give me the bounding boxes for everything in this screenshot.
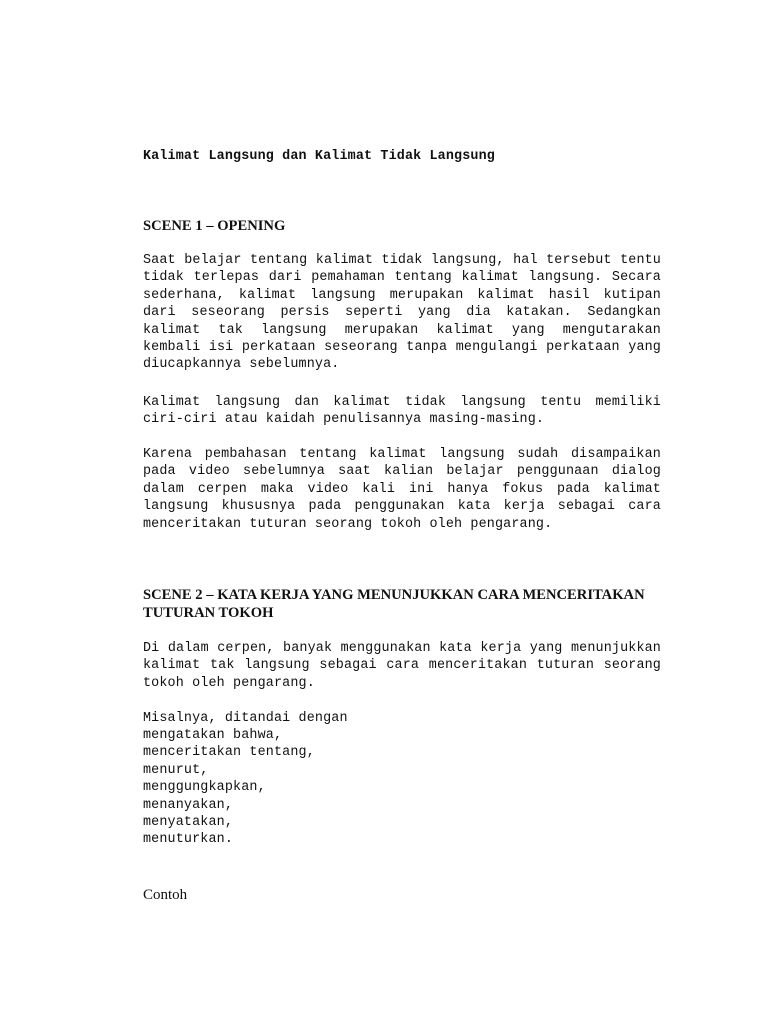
scene1-paragraph-1: Saat belajar tentang kalimat tidak langsung, hal tersebut tentu tidak terlepas dari pemahaman tentang kalimat langsung. Secara sederhana, kalimat langsung merupakan kalimat hasil kutipan dari seseorang persis seperti yang dia katakan. Sedangkan kalimat tak langsung merupakan kalimat yang mengutarakan kembali isi perkataan seseorang tanpa mengulangi perkataan yang diucapkannya sebelumnya. [143,253,661,373]
list-item: menurut, [143,762,209,778]
list-item: menggungkapkan, [143,780,266,796]
list-item: menanyakan, [143,797,234,813]
list-item: menyatakan, [143,815,234,831]
scene1-heading: SCENE 1 – OPENING [143,218,286,234]
scene2-heading: SCENE 2 – KATA KERJA YANG MENUNJUKKAN CARA MENCERITAKAN TUTURAN TOKOH [143,587,645,621]
list-item: menceritakan tentang, [143,745,315,761]
list-intro: Misalnya, ditandai dengan [143,711,348,726]
list-item: mengatakan bahwa, [143,728,283,743]
scene2-paragraph: Di dalam cerpen, banyak menggunakan kata kerja yang menunjukkan kalimat tak langsung sebagai cara menceritakan tuturan seorang tokoh oleh pengarang. [143,641,661,691]
list-item: menuturkan. [143,832,234,848]
scene1-paragraph-2: Kalimat langsung dan kalimat tidak langsung tentu memiliki ciri-ciri atau kaidah penulisannya masing-masing. [143,395,661,428]
verb-list [143,727,661,849]
scene1-paragraph-3: Karena pembahasan tentang kalimat langsung sudah disampaikan pada video sebelumnya saat kalian belajar penggunaan dialog dalam cerpen maka video kali ini hanya fokus pada kalimat langsung khususnya pada penggunakan kata kerja sebagai cara menceritakan tuturan seorang tokoh oleh pengarang. [143,447,661,532]
contoh-label: Contoh [143,887,188,903]
document-title: Kalimat Langsung dan Kalimat Tidak Langsung [143,149,495,164]
